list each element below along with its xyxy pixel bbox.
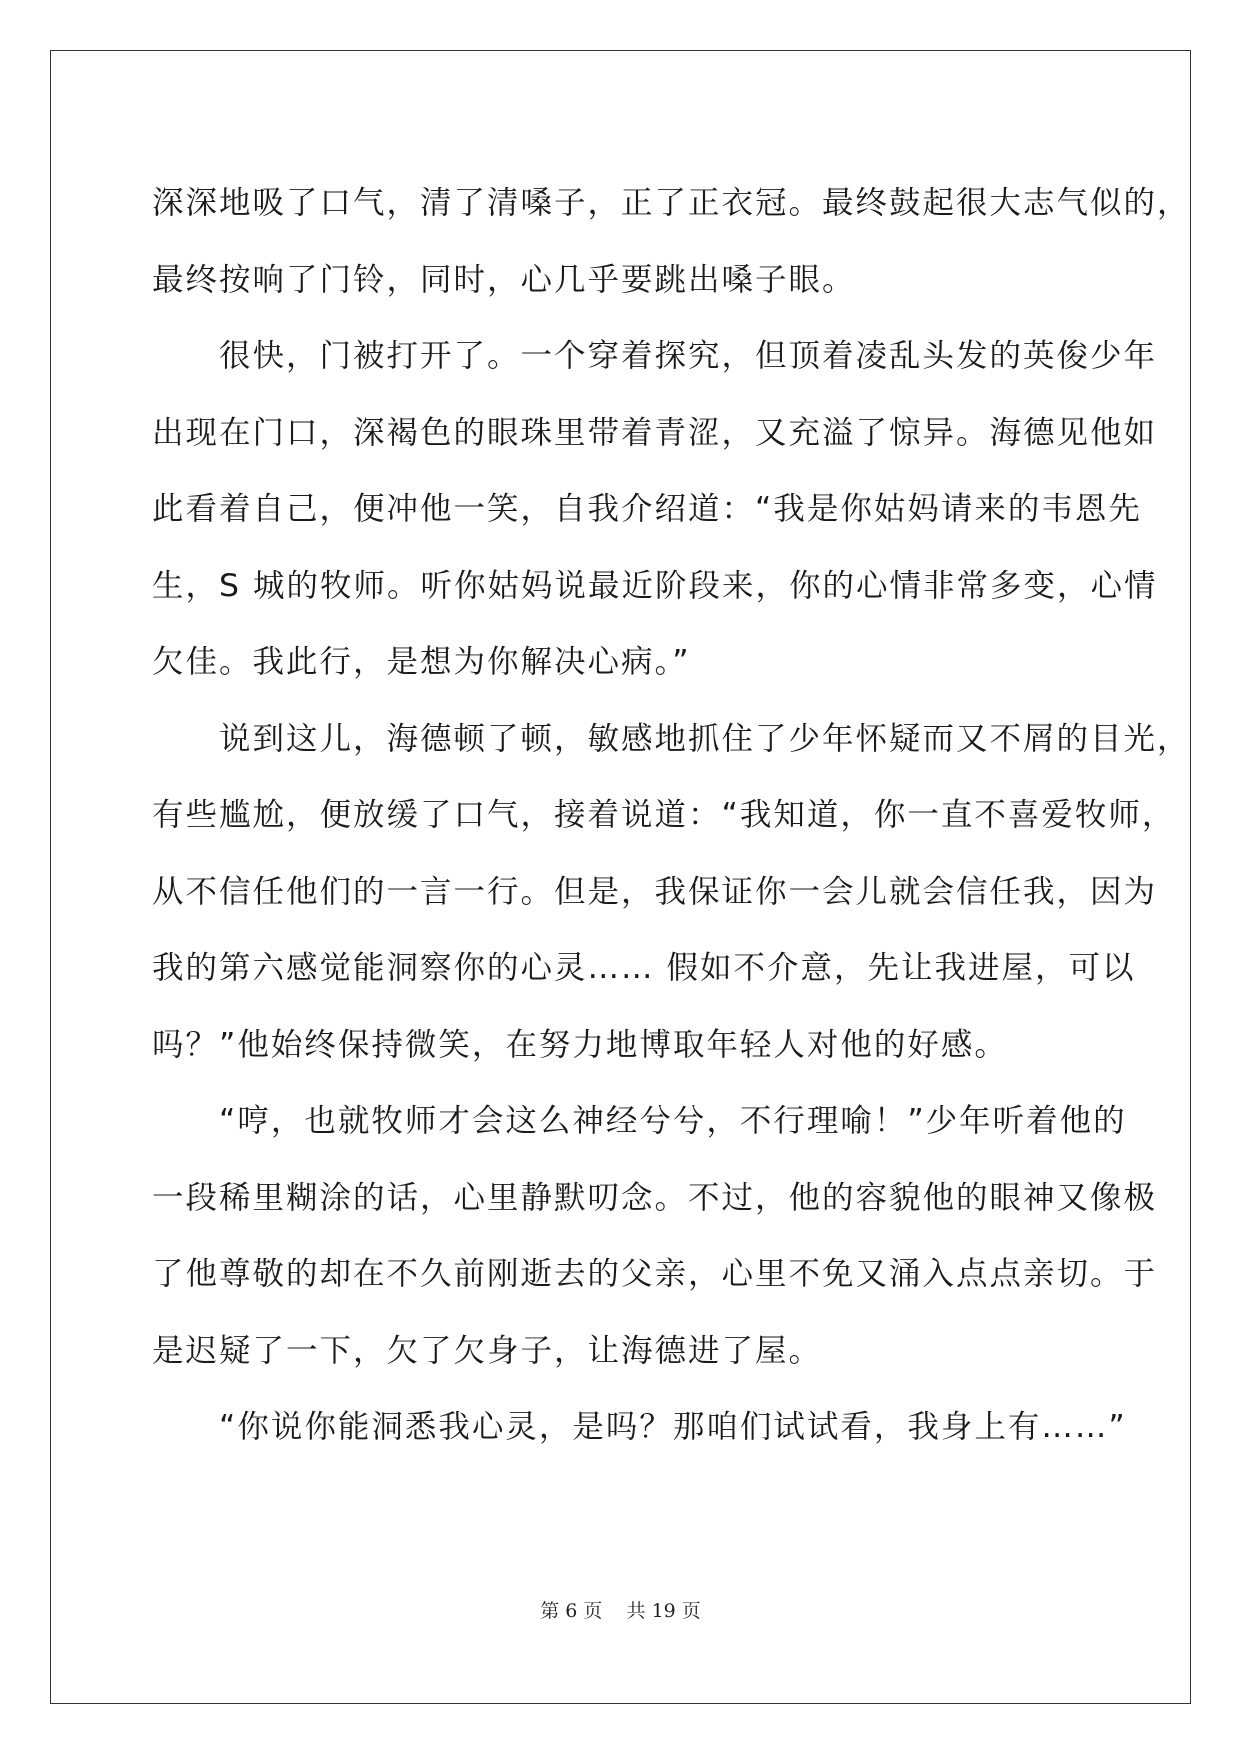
- text-line: 了他尊敬的却在不久前刚逝去的父亲，心里不免又涌入点点亲切。于: [152, 1256, 1158, 1292]
- body-text: [152, 165, 1191, 1466]
- page-footer: [0, 1596, 1241, 1623]
- text-line: 出现在门口，深褐色的眼珠里带着青涩，又充溢了惊异。海德见他如: [152, 414, 1158, 451]
- text-line: 深深地吸了口气，清了清嗓子，正了正衣冠。最终鼓起很大志气似的，: [152, 185, 1191, 221]
- footer-separator: [602, 1600, 626, 1622]
- text-line: 此看着自己，便冲他一笑，自我介绍道：“我是你姑妈请来的韦恩先: [152, 491, 1142, 527]
- text-line: 是迟疑了一下，欠了欠身子，让海德进了屋。: [152, 1332, 823, 1369]
- page-number: 第 6 页: [540, 1600, 603, 1622]
- text-line: 欠佳。我此行，是想为你解决心病。”: [152, 644, 691, 680]
- text-line: 有些尴尬，便放缓了口气，接着说道：“我知道，你一直不喜爱牧师，: [152, 797, 1176, 833]
- page-total: 共 19 页: [626, 1600, 701, 1622]
- text-line: 吗？”他始终保持微笑，在努力地博取年轻人对他的好感。: [152, 1026, 1008, 1063]
- text-line: 从不信任他们的一言一行。但是，我保证你一会儿就会信任我，因为: [152, 873, 1158, 910]
- text-line: “你说你能洞悉我心灵，是吗？那咱们试试看，我身上有……”: [152, 1409, 1127, 1445]
- text-line: 最终按响了门铃，同时，心几乎要跳出嗓子眼。: [152, 261, 856, 298]
- text-line: 说到这儿，海德顿了顿，敏感地抓住了少年怀疑而又不屑的目光，: [152, 720, 1191, 757]
- text-line: 生，S 城的牧师。听你姑妈说最近阶段来，你的心情非常多变，心情: [152, 567, 1158, 604]
- text-line: 很快，门被打开了。一个穿着探究，但顶着凌乱头发的英俊少年: [152, 338, 1158, 374]
- text-line: “哼，也就牧师才会这么神经兮兮，不行理喻！”少年听着他的: [152, 1103, 1127, 1139]
- text-line: 我的第六感觉能洞察你的心灵…… 假如不介意，先让我进屋，可以: [152, 950, 1136, 986]
- text-line: 一段稀里糊涂的话，心里静默叨念。不过，他的容貌他的眼神又像极: [152, 1179, 1158, 1216]
